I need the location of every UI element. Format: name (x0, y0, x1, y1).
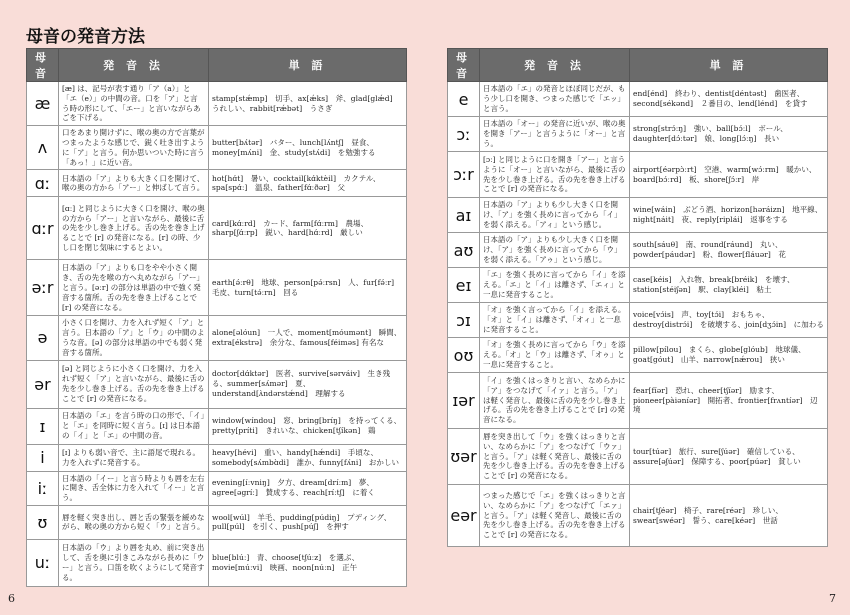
phoneme-description: 日本語の「エ」の発音とほぼ同じだが、もう少し口を開き、つまった感じで「エッ」と言う。 (480, 82, 630, 117)
table-row (448, 152, 828, 198)
phoneme-description: 日本語の「ア」よりも大きく口を開けて、喉の奥の方から「アー」と伸ばして言う。 (59, 170, 209, 197)
example-words: wool[wúl] 羊毛、pudding[púdiŋ] プディング、pull[púl] を引く、push[púʃ] を押す (209, 505, 407, 539)
phoneme-symbol: ə (27, 316, 59, 360)
page-number: 6 (8, 592, 15, 605)
table-row (448, 268, 828, 303)
phoneme-symbol: ʌ (27, 126, 59, 170)
example-words: heavy[hévi] 重い、handy[hǽndi] 手頃な、somebody[sʌ́mbɑ̀di] 誰か、funny[fʌ́ni] おかしい (209, 444, 407, 471)
example-words: wine[wáin] ぶどう酒、horizon[həráizn] 地平線、night[náit] 夜、reply[riplái] 返事をする (630, 198, 828, 233)
table-row (448, 303, 828, 338)
phoneme-symbol: ɔː (448, 117, 480, 152)
example-words: voice[vɔ́is] 声、toy[tɔ́i] おもちゃ、destroy[distrɔ́i] を破壊する、join[dʒɔ́in] に加わる (630, 303, 828, 338)
phoneme-symbol: aʊ (448, 233, 480, 268)
phoneme-symbol: ɔɪ (448, 303, 480, 338)
phoneme-symbol: uː (27, 539, 59, 586)
header-words: 単 語 (209, 49, 407, 82)
example-words: tour[túər] 旅行、sure[ʃúər] 確信している、assure[əʃúər] 保障する、poor[púər] 貧しい (630, 429, 828, 485)
phoneme-symbol: ɪər (448, 373, 480, 429)
table-row (27, 539, 407, 586)
table-row (27, 360, 407, 408)
example-words: case[kéis] 入れ物、break[bréik] を壊す、station[stéiʃən] 駅、clay[kléi] 粘土 (630, 268, 828, 303)
table-row (448, 233, 828, 268)
phoneme-description: 日本語の「イー」と言う時よりも唇を左右に開き、舌全体に力を入れて「イー」と言う。 (59, 471, 209, 505)
table-row (27, 82, 407, 126)
phoneme-description: [ɪ] よりも弱い音で、主に語尾で現れる。力を入れずに発音する。 (59, 444, 209, 471)
page-number: 7 (829, 592, 836, 605)
example-words: blue[blúː] 青、choose[tʃúːz] を選ぶ、movie[múːvi] 映画、noon[núːn] 正午 (209, 539, 407, 586)
phoneme-symbol: ɔːr (448, 152, 480, 198)
table-row (448, 373, 828, 429)
table-row (448, 198, 828, 233)
phoneme-symbol: eɪ (448, 268, 480, 303)
header-words: 単 語 (630, 49, 828, 82)
example-words: strong[strɔ́ːŋ] 強い、ball[bɔ́ːl] ボール、daughter[dɔ́ːtər] 娘、long[lɔ́ːŋ] 長い (630, 117, 828, 152)
phoneme-symbol: e (448, 82, 480, 117)
phoneme-description: 唇を突き出して「ウ」を強くはっきりと言い、なめらかに「ア」をつなげて「ウァ」と言う。「ア」は軽く発音し、最後に舌の先を少し巻き上げる。舌の先を巻き上げることで [r] の発音になる。 (480, 429, 630, 485)
table-row (27, 505, 407, 539)
example-words: window[wíndou] 窓、bring[bríŋ] を持ってくる、pretty[príti] きれいな、chicken[tʃíkən] 鶏 (209, 408, 407, 444)
right-page (425, 0, 850, 615)
table-row (27, 197, 407, 260)
example-words: fear[fíər] 恐れ、cheer[tʃíər] 励ます、pioneer[pàiəníər] 開拓者、frontier[frʌntíər] 辺境 (630, 373, 828, 429)
phoneme-description: 日本語の「ア」よりも口をやや小さく開き、舌の先を喉の方へ丸めながら「アー」と言う。[əːr] の部分は単語の中で強く発音する箇所。舌の先を巻き上げることで [r] の発音になる。 (59, 260, 209, 316)
table-header-row (448, 49, 828, 82)
table-row (448, 485, 828, 547)
vowel-table-right (447, 48, 828, 547)
phoneme-symbol: ɑː (27, 170, 59, 197)
phoneme-symbol: oʊ (448, 338, 480, 373)
example-words: chair[tʃéər] 椅子、rare[réər] 珍しい、swear[swéər] 誓う、care[kéər] 世話 (630, 485, 828, 547)
phoneme-description: [ɔː] と同じように口を開き「アー」と言うように「オー」と言いながら、最後に舌の先を少し巻き上げる。舌の先を巻き上げることで [r] の発音になる。 (480, 152, 630, 198)
table-row (27, 408, 407, 444)
phoneme-description: 「オ」を強く長めに言ってから「ウ」を添える。「オ」と「ウ」は離さず、「オゥ」と一息に発音すること。 (480, 338, 630, 373)
phoneme-symbol: i (27, 444, 59, 471)
phoneme-description: 日本語の「エ」を言う時の口の形で、「イ」と「エ」を同時に短く言う。[ɪ] は日本語の「イ」と「エ」の中間の音。 (59, 408, 209, 444)
example-words: evening[íːvniŋ] 夕方、dream[dríːm] 夢、agree[əgríː] 賛成する、reach[ríːtʃ] に着く (209, 471, 407, 505)
example-words: hot[hɑ́t] 暑い、cocktail[kɑ́ktèil] カクテル、spa[spɑ́ː] 温泉、father[fɑ́ːðər] 父 (209, 170, 407, 197)
phoneme-description: 「イ」を強くはっきりと言い、なめらかに「ア」をつなげて「イァ」と言う。「ア」は軽く発音し、最後に舌の先を少し巻き上げる。舌の先を巻き上げることで [r] の発音になる。 (480, 373, 630, 429)
phoneme-description: 唇を軽く突き出し、唇と舌の緊張を緩めながら、喉の奥の方から短く「ウ」と言う。 (59, 505, 209, 539)
example-words: pillow[pílou] まくら、globe[glóub] 地球儀、goat[góut] 山羊、narrow[nǽrou] 狭い (630, 338, 828, 373)
table-row (448, 429, 828, 485)
phoneme-description: 日本語の「ア」よりも少し大きく口を開け、「ア」を強く長めに言ってから「イ」を弱く添える。「アィ」という感じ。 (480, 198, 630, 233)
phoneme-description: 日本語の「ウ」より唇を丸め、前に突き出して、舌を奥に引きこみながら長めに「ウー」と言う。口笛を吹くようにして発音する。 (59, 539, 209, 586)
example-words: earth[ə́ːrθ] 地球、person[pə́ːrsn] 人、fur[fə́ːr] 毛皮、turn[tə́ːrn] 回る (209, 260, 407, 316)
phoneme-symbol: æ (27, 82, 59, 126)
phoneme-symbol: ʊ (27, 505, 59, 539)
example-words: end[énd] 終わり、dentist[déntəst] 歯医者、second[sékənd] ２番目の、lend[lénd] を貸す (630, 82, 828, 117)
table-row (448, 117, 828, 152)
phoneme-symbol: ər (27, 360, 59, 408)
phoneme-description: 日本語の「ア」よりも少し大きく口を開け、「ア」を強く長めに言ってから「ウ」を弱く添える。「アゥ」という感じ。 (480, 233, 630, 268)
phoneme-symbol: əːr (27, 260, 59, 316)
example-words: alone[əlóun] 一人で、moment[móumənt] 瞬間、extra[ékstrə] 余分な、famous[féiməs] 有名な (209, 316, 407, 360)
table-header-row (27, 49, 407, 82)
table-row (448, 82, 828, 117)
phoneme-description: 口をあまり開けずに、喉の奥の方で言葉がつまったような感じで、鋭く吐き出すように「ア」と言う。何か思いついた時に言う「あっ！」に近い音。 (59, 126, 209, 170)
header-method: 発 音 法 (59, 49, 209, 82)
phoneme-description: [æ] は、記号が表す通り「ア（a）」と「エ（e）」の中間の音。口を「ア」と言う時の形にして、「エー」と言いながらあごを下げる。 (59, 82, 209, 126)
example-words: stamp[stǽmp] 切手、ax[ǽks] 斧、glad[glǽd] うれしい、rabbit[rǽbət] うさぎ (209, 82, 407, 126)
example-words: card[kɑ́ːrd] カード、farm[fɑ́ːrm] 農場、sharp[ʃɑ́ːrp] 鋭い、hard[hɑ́ːrd] 厳しい (209, 197, 407, 260)
example-words: butter[bʌ́tər] バター、lunch[lʌ́ntʃ] 昼食、money[mʌ́ni] 金、study[stʌ́di] を勉強する (209, 126, 407, 170)
phoneme-symbol: ʊər (448, 429, 480, 485)
page-title: 母音の発音方法 (26, 27, 145, 47)
table-row (27, 444, 407, 471)
table-row (27, 316, 407, 360)
phoneme-description: 小さく口を開け、力を入れず短く「ア」と言う。日本語の「ア」と「ウ」の中間のような音。[ə] の部分は単語の中でも弱く発音する箇所。 (59, 316, 209, 360)
phoneme-description: [ɑː] と同じように大きく口を開け、喉の奥の方から「アー」と言いながら、最後に舌の先を少し巻き上げる。舌の先を巻き上げることで [r] の発音になる。[r] の時、少し口を閉じ気味にするとよい。 (59, 197, 209, 260)
table-row (27, 170, 407, 197)
example-words: south[sáuθ] 南、round[ráund] 丸い、powder[páudər] 粉、flower[fláuər] 花 (630, 233, 828, 268)
phoneme-symbol: iː (27, 471, 59, 505)
example-words: airport[éərpɔ̀ːrt] 空港、warm[wɔ́ːrm] 暖かい、board[bɔ́ːrd] 板、shore[ʃɔ́ːr] 岸 (630, 152, 828, 198)
phoneme-symbol: ɑːr (27, 197, 59, 260)
phoneme-description: 「オ」を強く言ってから「イ」を添える。「オ」と「イ」は離さず、「オィ」と一息に発音すること。 (480, 303, 630, 338)
table-row (27, 126, 407, 170)
table-row (448, 338, 828, 373)
vowel-table-left (26, 48, 407, 587)
phoneme-symbol: ɪ (27, 408, 59, 444)
table-row (27, 260, 407, 316)
header-symbol: 母 音 (448, 49, 480, 82)
example-words: doctor[dɑ́ktər] 医者、survive[sərváiv] 生き残る、summer[sʌ́mər] 夏、understand[ʌ̀ndərstǽnd] 理解する (209, 360, 407, 408)
phoneme-description: つまった感じで「エ」を強くはっきりと言い、なめらかに「ア」をつなげて「エァ」と言う。「ア」は軽く発音し、最後に舌の先を少し巻き上げる。舌の先を巻き上げることで [r] の発音になる。 (480, 485, 630, 547)
header-symbol: 母 音 (27, 49, 59, 82)
header-method: 発 音 法 (480, 49, 630, 82)
phoneme-symbol: eər (448, 485, 480, 547)
phoneme-description: [ə] と同じように小さく口を開け、力を入れず短く「ア」と言いながら、最後に舌の先を少し巻き上げる。舌の先を巻き上げることで [r] の発音になる。 (59, 360, 209, 408)
table-row (27, 471, 407, 505)
phoneme-description: 「エ」を強く長めに言ってから「イ」を添える。「エ」と「イ」は離さず、「エィ」と一息に発音すること。 (480, 268, 630, 303)
phoneme-symbol: aɪ (448, 198, 480, 233)
phoneme-description: 日本語の「オー」の発音に近いが、喉の奥を開き「アー」と言うように「オー」と言う。 (480, 117, 630, 152)
